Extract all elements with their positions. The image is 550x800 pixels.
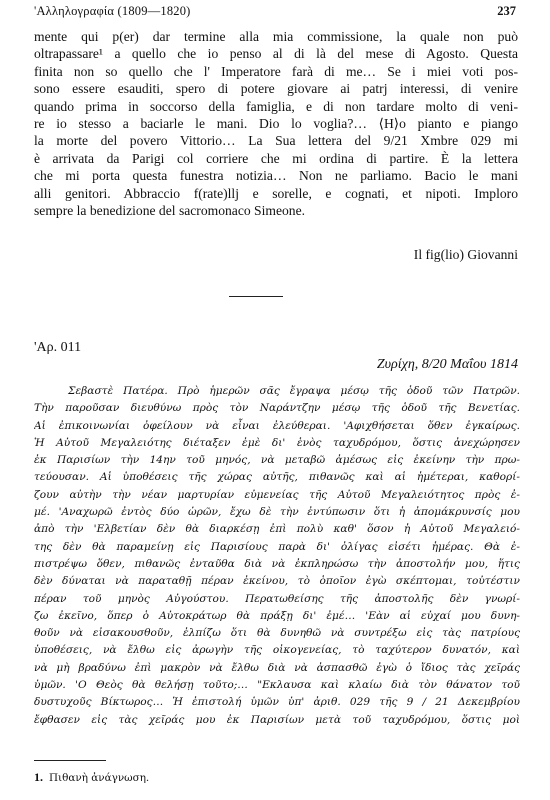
text-line: Ἡ Αὐτοῦ Μεγαλειότης διέταξεν ἐμὲ δι' ἑνὸς ταχυδρόμου, ὅστις ἀνεχώρησεν (34, 436, 520, 449)
text-line: re io stesso a baciarle le mani. Dio lo voglia?… ⟨H⟩o pianto e piango (34, 116, 518, 132)
text-line: oltrapassare¹ a quello che io penso al di là del mese di Agosto. Questa (34, 46, 518, 62)
text-line: ἀπὸ τὴν 'Ελβετίαν δὲν θὰ διαρκέσῃ ἐπὶ πολὺ καθ' ὅσον ἡ Αὐτοῦ Μεγαλειό- (34, 523, 520, 536)
footnote-divider (34, 760, 106, 761)
footnote-text: Πιθανὴ ἀνάγνωση. (49, 772, 150, 784)
text-line: alli genitori. Abbraccio f(rate)llj e sorelle, e cognati, et nipoti. Imploro (34, 185, 518, 201)
text-line: sempre la benedizione del sacromonaco Simeone. (34, 203, 306, 219)
text-line: mente qui p(er) dar termine alla mia commissione, la quale non può (34, 29, 518, 44)
text-line: θοῦν νὰ εἰσακουσθοῦν, ἐλπίζω ὅτι θὰ δυνηθῶ νὰ συντρέξω εἰς τὰς πατρίους (34, 627, 520, 640)
text-line: νὰ μὴ βραδύνω ἐπὶ μακρὸν νὰ ἔλθω διὰ νὰ ἀσπασθῶ ἐγὼ ὁ ἴδιος τὰς χεῖράς (34, 661, 520, 674)
text-line: δυστυχοῦς Βίκτωρος… Ἡ ἐπιστολή ὑμῶν ὑπ' ἀριθ. 029 τῆς 9 / 21 Δεκεμβρίου (34, 696, 520, 709)
text-line: μέ. 'Αναχωρῶ ἐντὸς δύο ὡρῶν, ἔχω δὲ τὴν ἐντύπωσιν ὅτι ἡ ἀπομάκρυνσίς μου (34, 506, 520, 519)
text-line: ὑποθέσεις, νὰ ἔλθω εἰς ἀρωγὴν τῆς οἰκογενείας, τὸ ταχύτερον δυνατόν, καὶ (34, 644, 520, 657)
text-line: ἔφθασεν εἰς τὰς χεῖράς μου ἐκ Παρισίων μετὰ τοῦ ταχυδρόμου, ὅστις μοὶ (34, 713, 520, 726)
letter-place-date: Ζυρίχη, 8/20 Μαΐου 1814 (376, 357, 518, 372)
footnote (34, 770, 149, 785)
page-number: 237 (497, 4, 516, 18)
text-line: δὲν δύναται νὰ παραταθῇ πέραν ἐκείνου, τὸ ὁποῖον ἐγὼ σκέπτομαι, τοὐτέστιν (34, 575, 520, 588)
text-line: τεύουσαν. Αἱ ὑποθέσεις τῆς χώρας αὐτῆς, πιθανῶς καὶ αἱ ἡμέτεραι, καθορί- (34, 471, 520, 484)
footnote-number: 1. (34, 770, 43, 784)
text-line: Τὴν παροῦσαν διευθύνω πρὸς τὸν Ναράντζην μέσῳ τῆς ὁδοῦ τῆς Βενετίας. (34, 402, 520, 415)
text-line: sono essere esauditi, spero di potere giovare ai patrj interessi, di venire (34, 81, 518, 97)
text-line: πιστρέψω ὅθεν, πιθανῶς ἐνταῦθα διὰ νὰ ἐκπληρώσω τὴν ἀποστολήν μου, ἥτις (34, 557, 520, 570)
text-line: che mi porta questa funestra notizia… Non ne parliamo. Bacio le mani (34, 168, 518, 184)
text-line: finita non so quello che l' Imperatore farà di me… Se i miei voti pos- (34, 63, 518, 79)
letter-number: 'Αρ. 011 (34, 340, 82, 355)
running-title: 'Αλληλογραφία (1809—1820) (34, 4, 191, 18)
text-line: ζουν αὐτὴν τὴν νέαν μαρτυρίαν εὐμενείας τῆς Αὐτοῦ Μεγαλειότητος πρὸς ἐ- (34, 488, 520, 501)
text-line: è arrivata da Parigi col corriere che mi ordina di partire. È la lettera (34, 150, 518, 166)
greek-letter-body (34, 383, 520, 729)
signature: Il fig(lio) Giovanni (413, 247, 518, 262)
text-line: Αἱ ἐπικοινωνίαι ὀφείλουν νὰ εἶναι ἐλεύθεραι. 'Αφιχθήσεται ὅθεν ἐγκαίρως. (34, 419, 520, 432)
text-line: της δὲν θὰ παραμείνῃ εἰς Παρισίους παρὰ δι' ὀλίγας εἰσέτι ἡμέρας. Θὰ ἐ- (34, 540, 520, 553)
italian-letter-body (34, 28, 518, 219)
text-line: la morte del povero Vittorio… La Sua lettera del 9/21 Xmbre 029 mi (34, 133, 518, 149)
text-line: πέραν τοῦ μηνὸς Αὐγούστου. Περατωθείσης τῆς ἀποστολῆς δὲν γνωρί- (34, 592, 520, 605)
text-line: ὑμῶν. 'Ο Θεὸς θὰ θελήσῃ τοῦτο;… "Εκλαυσα καὶ κλαίω διὰ τὸν θάνατον τοῦ (34, 679, 520, 692)
running-header (34, 4, 516, 22)
text-line: Σεβαστὲ Πατέρα. Πρὸ ἡμερῶν σᾶς ἔγραψα μέσῳ τῆς ὁδοῦ τῶν Πατρῶν. (68, 385, 520, 397)
text-line: ἐκ Παρισίων τὴν 14ην τοῦ μηνός, νὰ μεταβῶ ἀμέσως εἰς ἐκείνην τὴν πρω- (34, 454, 520, 467)
section-divider (229, 296, 283, 297)
text-line: quando prima in soccorso della famiglia, e di non tardare molto di veni- (34, 98, 518, 114)
text-line: ζω ἐκεῖνο, ὅπερ ὁ Αὐτοκράτωρ θὰ πράξῃ δι' ἐμέ… 'Εὰν αἱ εὐχαί μου δυνη- (34, 609, 520, 622)
